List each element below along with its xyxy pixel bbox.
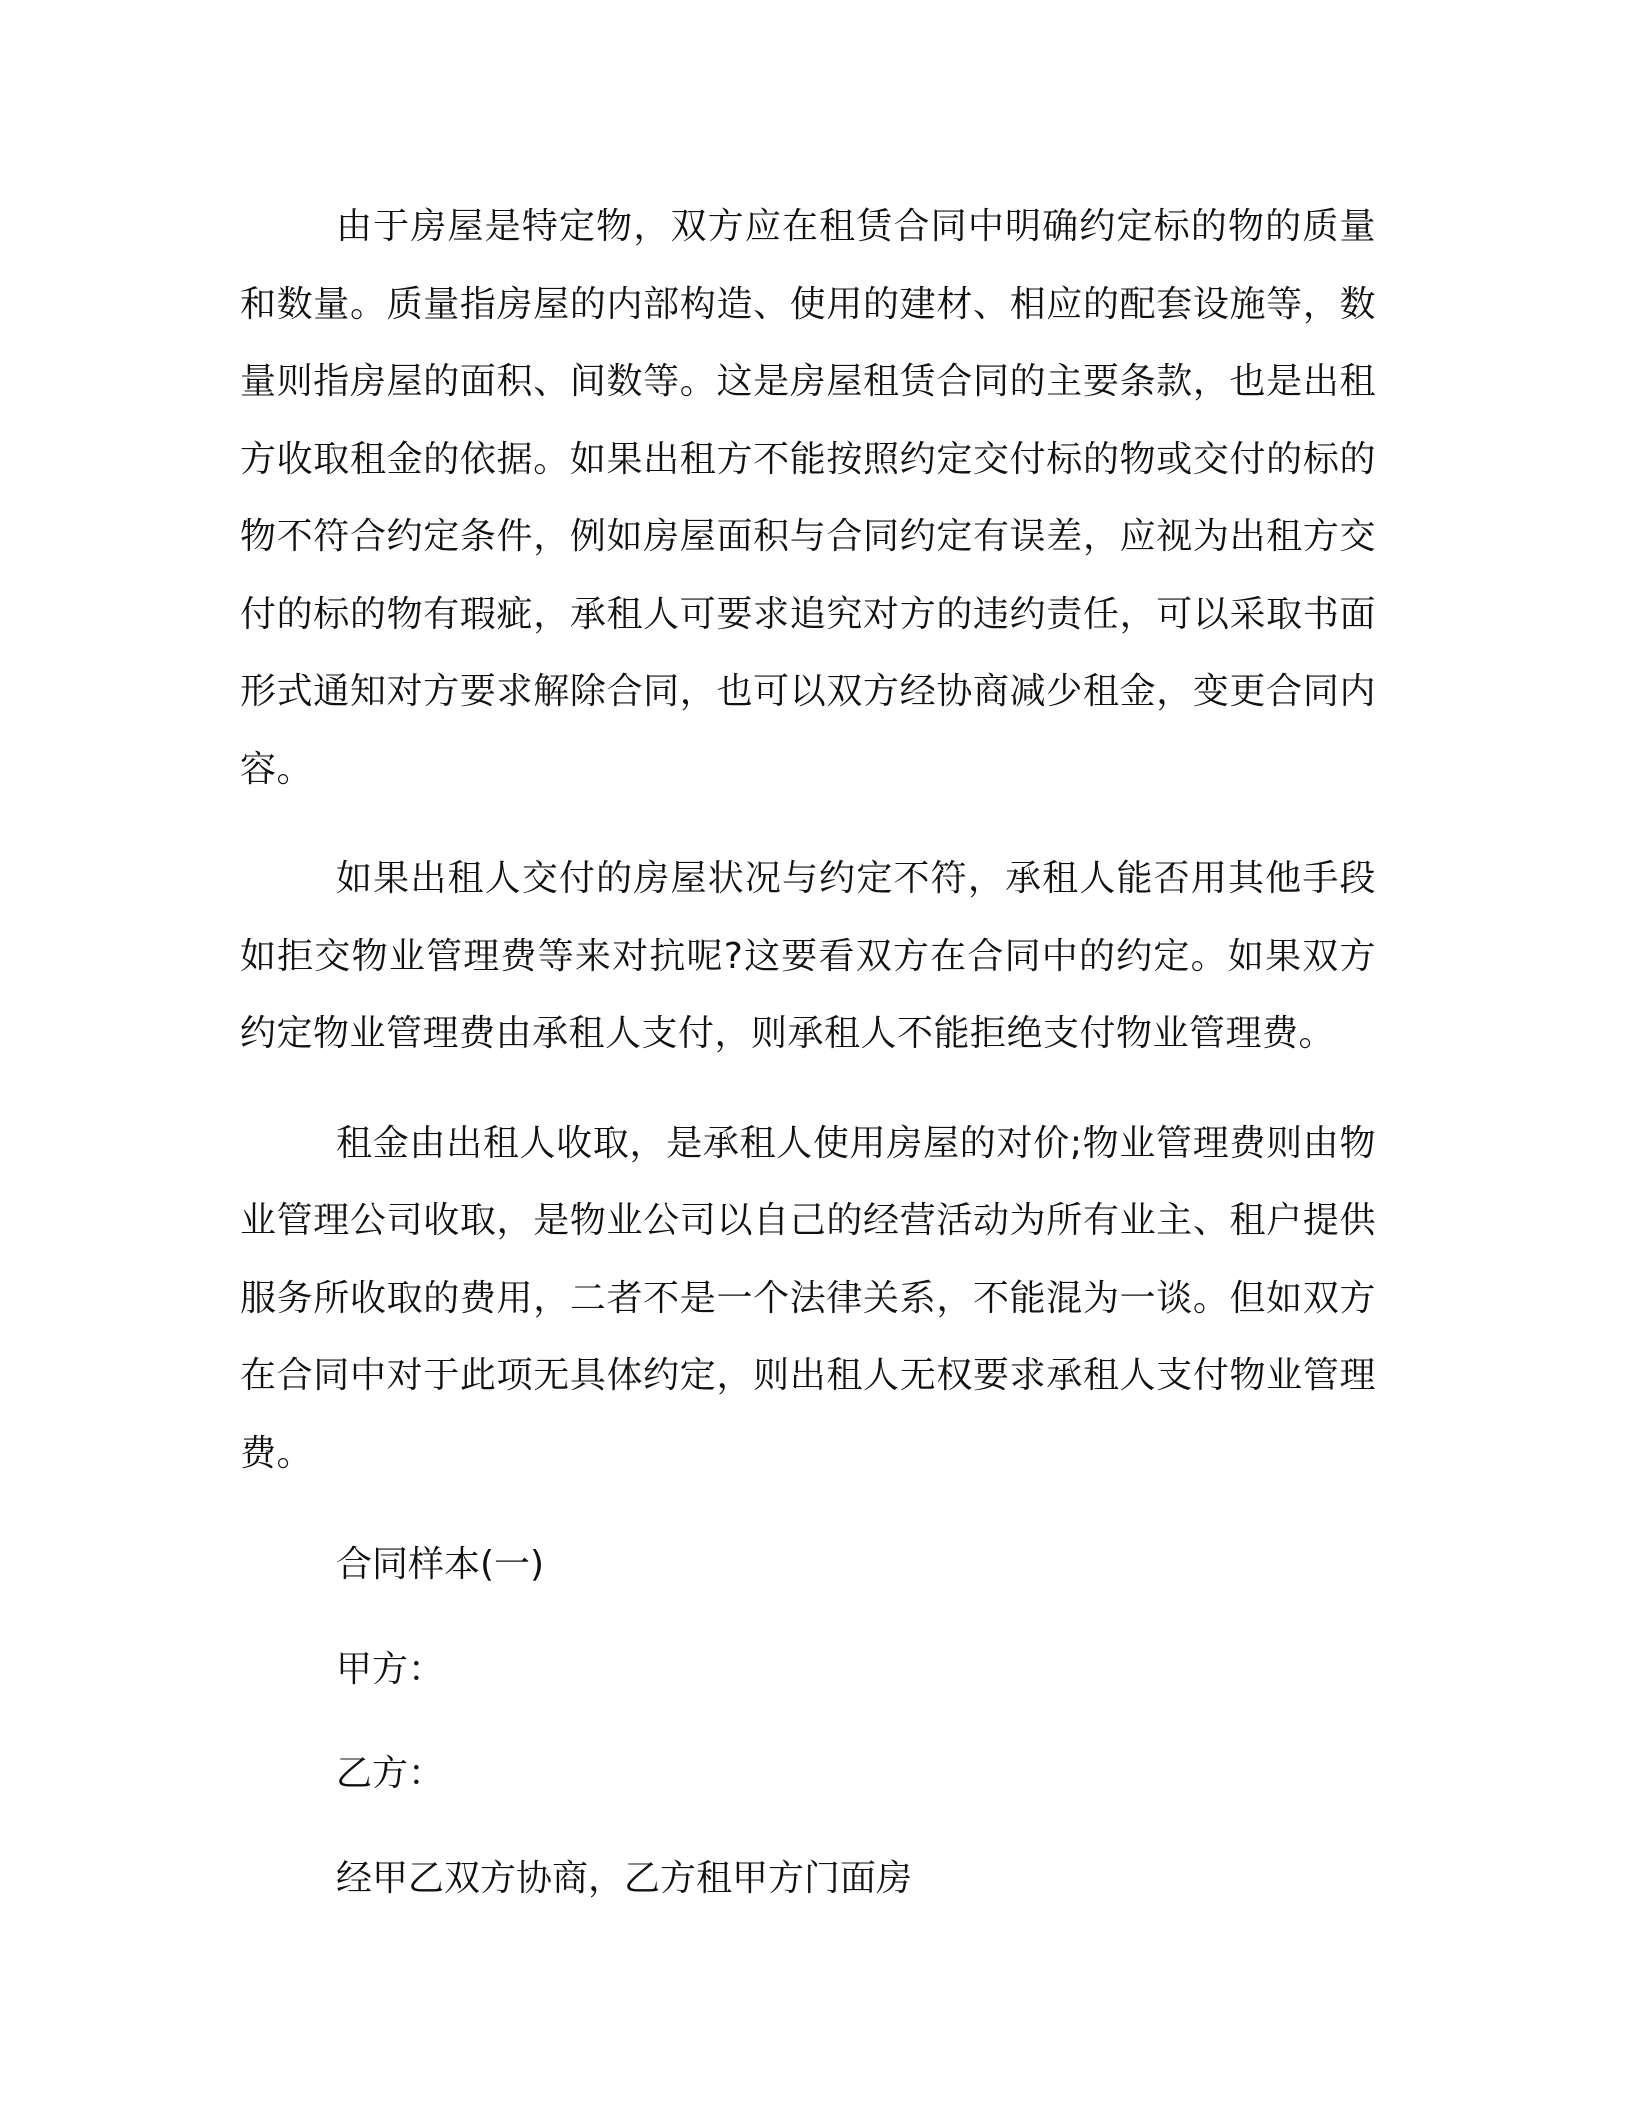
paragraph-quality-quantity: 由于房屋是特定物，双方应在租赁合同中明确约定标的物的质量和数量。质量指房屋的内部构造、使用的建材、相应的配套设施等，数量则指房屋的面积、间数等。这是房屋租赁合同的主要条款，也是出租方收取租金的依据。如果出租方不能按照约定交付标的物或交付的标的物不符合约定条件，例如房屋面积与合同约定有误差，应视为出租方交付的标的物有瑕疵，承租人可要求追究对方的违约责任，可以采取书面形式通知对方要求解除合同，也可以双方经协商减少租金，变更合同内容。 [240, 206, 1376, 790]
party-a-label: 甲方： [336, 1648, 445, 1690]
party-b-label: 乙方： [336, 1753, 445, 1794]
paragraph-rent-vs-fee: 租金由出租人收取，是承租人使用房屋的对价;物业管理费则由物业管理公司收取，是物业公司以自己的经营活动为所有业主、租户提供服务所收取的费用，二者不是一个法律关系，不能混为一谈。但如双方在合同中对于此项无具体约定，则出租人无权要求承租人支付物业管理费。 [240, 1122, 1376, 1474]
paragraph-property-fee-dispute: 如果出租人交付的房屋状况与约定不符，承租人能否用其他手段如拒交物业管理费等来对抗呢?这要看双方在合同中的约定。如果双方约定物业管理费由承租人支付，则承租人不能拒绝支付物业管理费。 [240, 858, 1376, 1054]
document-page [240, 188, 1376, 1944]
clause-intro: 经甲乙双方协商，乙方租甲方门面房 [336, 1857, 913, 1899]
sample-title: 合同样本(一) [336, 1544, 545, 1585]
